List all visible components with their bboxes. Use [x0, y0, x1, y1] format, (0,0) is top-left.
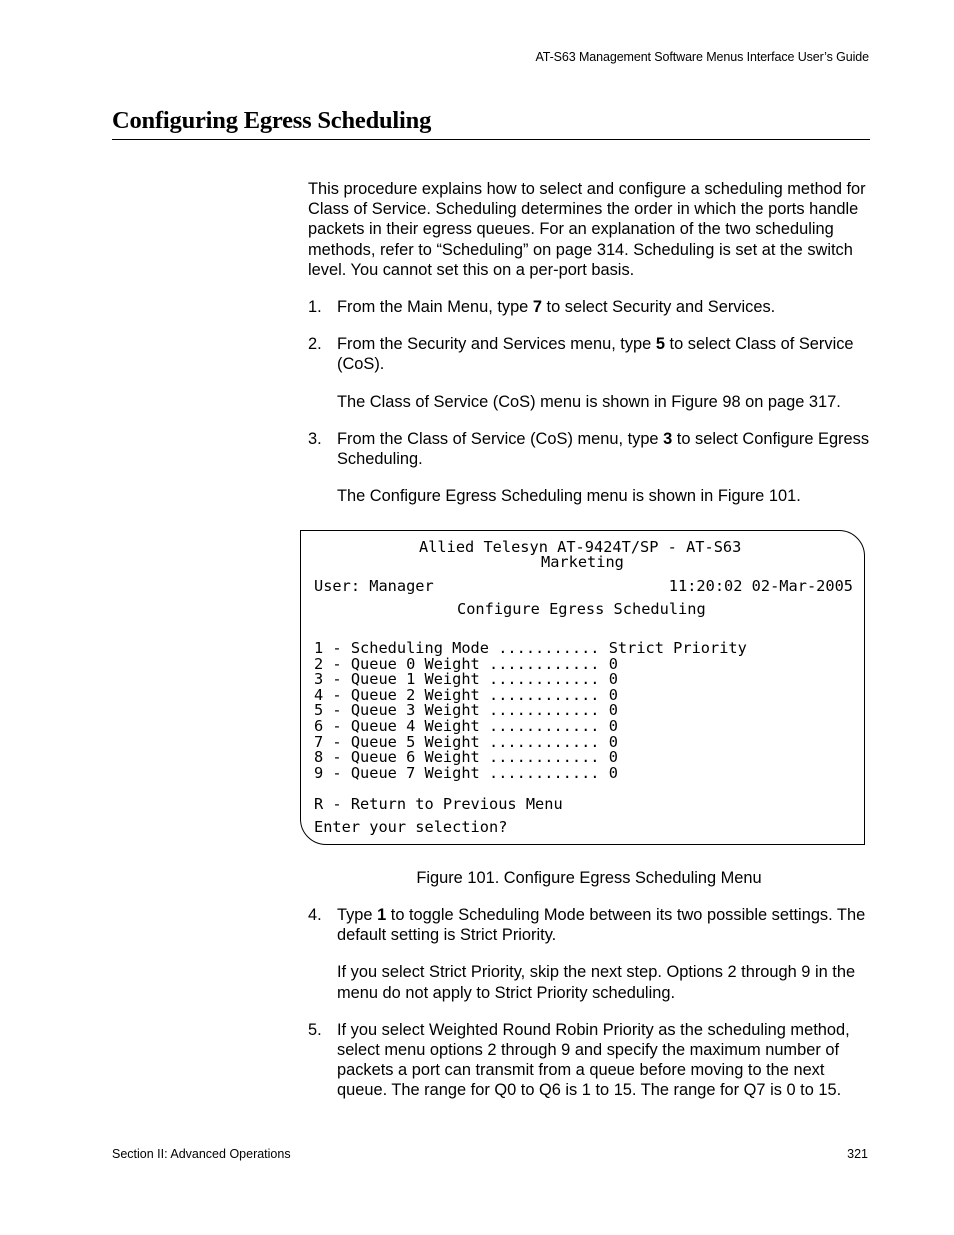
menu-option: 1 - Scheduling Mode ........... Strict Priority — [314, 639, 747, 657]
menu-option: 9 - Queue 7 Weight ............ 0 — [314, 764, 618, 782]
step-number: 5. — [308, 1020, 322, 1039]
terminal-screen — [300, 530, 865, 845]
terminal-product: Allied Telesyn AT-9424T/SP - AT-S63 — [419, 538, 742, 556]
terminal-location: Marketing — [541, 553, 624, 571]
step-number: 4. — [308, 906, 322, 924]
terminal-datetime: 11:20:02 02-Mar-2005 — [668, 577, 853, 595]
step-text — [337, 335, 854, 373]
terminal-menu-title: Configure Egress Scheduling — [457, 600, 706, 618]
step-text: If you select Weighted Round Robin Priority as the scheduling method, select menu options 2 through 9 and specify the maximum number of packets a port can transmit from a queue before moving to the next queue. The range for Q0 to Q6 is 1 to 15. The range for Q7 is 0 to 15. — [337, 1020, 850, 1100]
step-text-after: to select Configure Egress Scheduling. — [337, 429, 870, 469]
step-key: 3 — [663, 429, 673, 448]
step-key: 1 — [377, 906, 387, 924]
menu-option: 4 - Queue 2 Weight ............ 0 — [314, 686, 618, 704]
menu-option: 2 - Queue 0 Weight ............ 0 — [314, 655, 618, 673]
step-text-after: to select Class of Service (CoS). — [337, 335, 854, 374]
step-4 — [308, 905, 878, 945]
page-number: 321 — [847, 1147, 868, 1161]
step-text — [337, 906, 865, 944]
step-2-note: The Class of Service (CoS) menu is shown in Figure 98 on page 317. — [337, 392, 841, 411]
step-key: 5 — [655, 335, 665, 354]
step-3-note: The Configure Egress Scheduling menu is shown in Figure 101. — [337, 487, 801, 506]
body-text-lower — [308, 905, 878, 1118]
step-5 — [308, 1020, 878, 1101]
step-key: 7 — [532, 298, 542, 317]
step-number: 2. — [308, 335, 322, 354]
step-4-note: If you select Strict Priority, skip the next step. Options 2 through 9 in the menu do not apply to Strict Priority scheduling. — [337, 963, 856, 1002]
menu-option: 8 - Queue 6 Weight ............ 0 — [314, 748, 618, 766]
step-text-before: From the Class of Service (CoS) menu, type — [337, 429, 664, 448]
step-3 — [308, 429, 878, 469]
step-text — [337, 430, 869, 468]
section-title: Configuring Egress Scheduling — [112, 107, 432, 134]
running-header: AT-S63 Management Software Menus Interface User’s Guide — [535, 50, 869, 64]
menu-option: 6 - Queue 4 Weight ............ 0 — [314, 717, 618, 735]
step-text-after: to select Security and Services. — [541, 298, 776, 317]
terminal-user: User: Manager — [314, 577, 434, 595]
step-number: 3. — [308, 429, 322, 448]
intro-paragraph: This procedure explains how to select and configure a scheduling method for Class of Service. Scheduling determines the order in which the ports handle packets in their egress queues. For an explanation of the two scheduling methods, refer to “Scheduling” on page 314. Scheduling is set at the switch level. You cannot set this on a per-port basis. — [308, 180, 866, 279]
step-text-before: Type — [337, 906, 378, 924]
step-1 — [308, 297, 878, 317]
menu-option: 7 - Queue 5 Weight ............ 0 — [314, 733, 618, 751]
step-text-before: From the Security and Services menu, type — [337, 335, 656, 354]
step-text-before: From the Main Menu, type — [337, 298, 533, 317]
step-text — [337, 298, 775, 316]
title-rule — [112, 139, 870, 140]
step-text-after: to toggle Scheduling Mode between its two possible settings. The default setting is Strict Priority. — [337, 906, 866, 945]
menu-return-option: R - Return to Previous Menu — [314, 795, 563, 813]
step-number: 1. — [308, 298, 322, 317]
footer-section: Section II: Advanced Operations — [112, 1147, 291, 1161]
figure-caption: Figure 101. Configure Egress Scheduling Menu — [416, 869, 762, 887]
body-text-upper — [308, 179, 878, 523]
menu-option: 3 - Queue 1 Weight ............ 0 — [314, 670, 618, 688]
step-2 — [308, 334, 878, 374]
terminal-prompt: Enter your selection? — [314, 818, 508, 836]
menu-option: 5 - Queue 3 Weight ............ 0 — [314, 701, 618, 719]
